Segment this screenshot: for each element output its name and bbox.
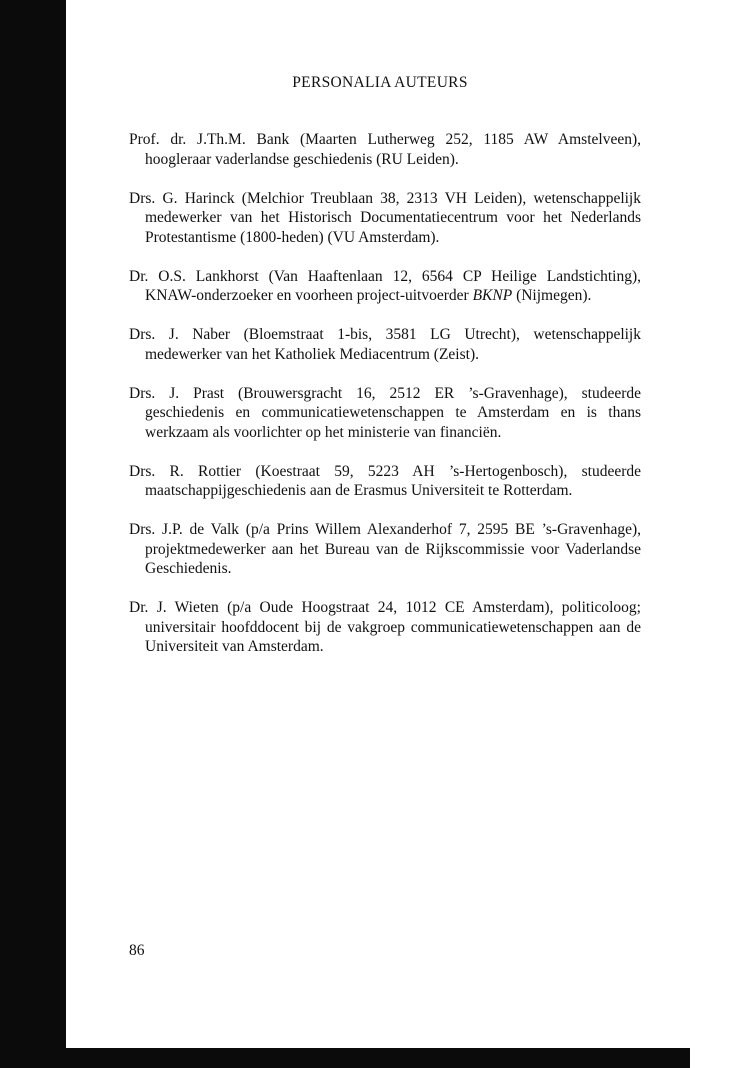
author-entry-bank: Prof. dr. J.Th.M. Bank (Maarten Lutherweg 252, 1185 AW Amstelveen), hoogleraar vaderlandse geschiedenis (RU Leiden). [129, 131, 641, 168]
author-entry-naber: Drs. J. Naber (Bloemstraat 1-bis, 3581 LG Utrecht), wetenschappelijk medewerker van het Katholiek Mediacentrum (Zeist). [129, 326, 641, 363]
page-number: 86 [129, 942, 145, 959]
author-entry-lankhorst [129, 267, 641, 306]
author-entry-lankhorst-tail: (Nijmegen). [512, 287, 592, 304]
author-entry-rottier: Drs. R. Rottier (Koestraat 59, 5223 AH ’s-Hertogenbosch), studeerde maatschappijgeschiedenis aan de Erasmus Universiteit te Rotterdam. [129, 462, 641, 499]
project-title-italic: BKNP [472, 287, 513, 304]
author-entry-harinck: Drs. G. Harinck (Melchior Treublaan 38, 2313 VH Leiden), wetenschappelijk medewerker van het Historisch Documentatiecentrum voor het Nederlands Protestantisme (1800-heden) (VU Amsterdam). [129, 189, 641, 246]
scan-border-left [0, 0, 66, 1068]
author-entry-wieten: Dr. J. Wieten (p/a Oude Hoogstraat 24, 1012 CE Amsterdam), politicoloog; universitair hoofddocent bij de vakgroep communicatiewetenschappen aan de Universiteit van Amsterdam. [129, 599, 641, 655]
author-list [129, 130, 641, 676]
document-page [66, 0, 738, 1048]
author-entry-de-valk: Drs. J.P. de Valk (p/a Prins Willem Alexanderhof 7, 2595 BE ’s-Gravenhage), projektmedewerker aan het Bureau van de Rijkscommissie voor Vaderlandse Geschiedenis. [129, 521, 641, 577]
author-entry-lankhorst-text: Dr. O.S. Lankhorst (Van Haaftenlaan 12, 6564 CP Heilige Landstichting), KNAW-onderzoeker en voorheen project-uitvoerder [129, 267, 641, 304]
scan-border-bottom [0, 1048, 690, 1068]
page-title: PERSONALIA AUTEURS [292, 74, 468, 91]
author-entry-prast: Drs. J. Prast (Brouwersgracht 16, 2512 ER ’s-Gravenhage), studeerde geschiedenis en communicatiewetenschappen te Amsterdam en is thans werkzaam als voorlichter op het ministerie van financiën. [129, 384, 641, 441]
